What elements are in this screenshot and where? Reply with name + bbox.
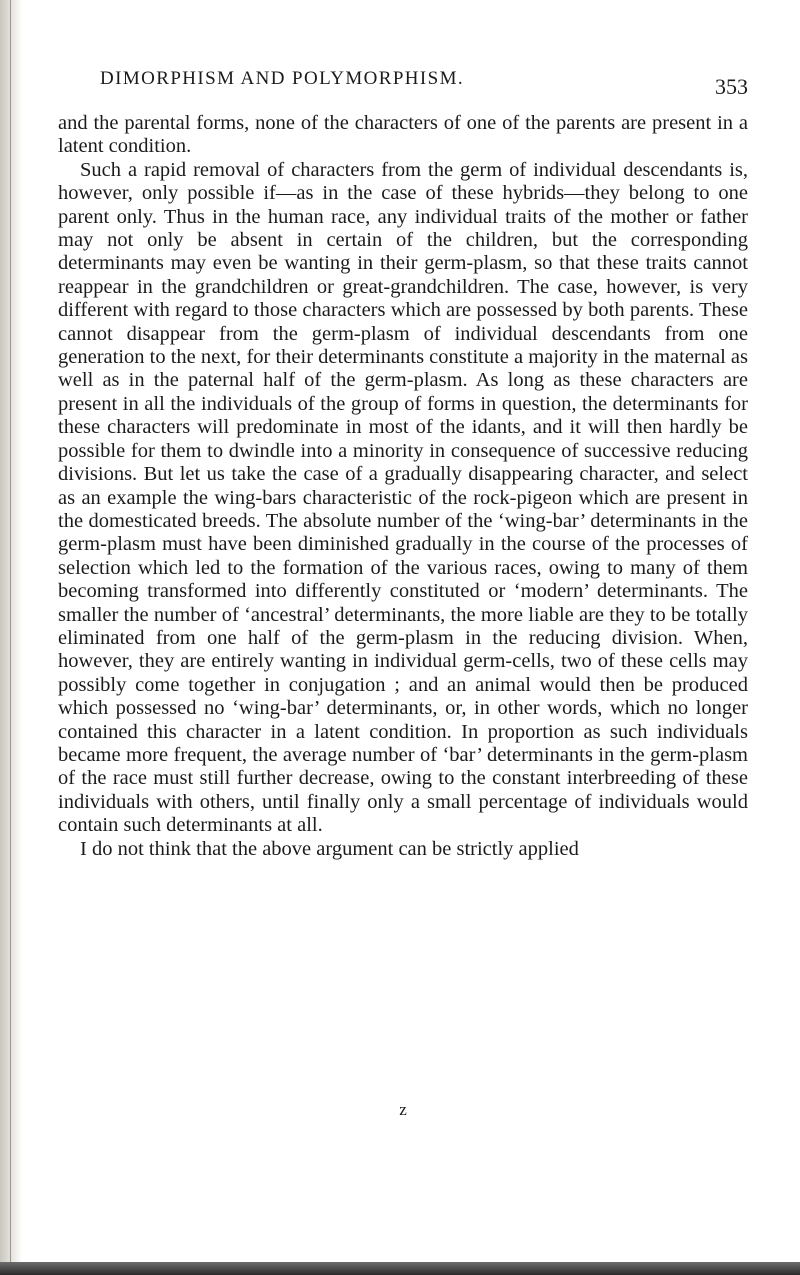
- body-text: [58, 112, 748, 861]
- paragraph-3: I do not think that the above argument can be strictly applied: [80, 837, 579, 860]
- page-number: 353: [715, 74, 748, 99]
- binding-edge: [10, 0, 11, 1275]
- book-page: [58, 60, 748, 1119]
- binding-shadow: [0, 0, 22, 1275]
- page-header: [58, 60, 748, 104]
- paragraph-2: Such a rapid removal of characters from the germ of individual descendants is, however, only possible if—as in the case of these hybrids—they belong to one parent only. Thus in the human race, any individual traits of the mother or father may not only be absent in certain of the children, but the corresponding determinants may even be wanting in their germ-plasm, so that these traits cannot reappear in the grandchildren or great-grandchildren. The case, however, is very different with regard to those characters which are possessed by both parents. These cannot disappear from the germ-plasm of individual descendants from one generation to the next, for their determinants constitute a majority in the maternal as well as in the paternal half of the germ-plasm. As long as these characters are present in all the individuals of the group of forms in question, the determinants for these characters will predominate in most of the idants, and it will then hardly be possible for them to dwindle into a minority in consequence of successive reducing divisions. But let us take the case of a gradually disappearing character, and select as an example the wing-bars characteristic of the rock-pigeon which are present in the domesticated breeds. The absolute number of the ‘wing-bar’ determinants in the germ-plasm must have been diminished gradually in the course of the processes of selection which led to the formation of the various races, owing to many of them becoming transformed into differently constituted or ‘modern’ determinants. The smaller the number of ‘ancestral’ determinants, the more liable are they to be totally eliminated from one half of the germ-plasm in the reducing division. When, however, they are entirely wanting in individual germ-cells, two of these cells may possibly come together in conjugation ; and an animal would then be produced which possessed no ‘wing-bar’ determinants, or, in other words, which no longer contained this character in a latent condition. In proportion as such individuals became more frequent, the average number of ‘bar’ determinants in the germ-plasm of the race must still further decrease, owing to the constant interbreeding of these individuals with others, until finally only a small percentage of individuals would contain such determinants at all.: [58, 158, 748, 837]
- signature-mark: z: [399, 1100, 407, 1119]
- paragraph-1: and the parental forms, none of the characters of one of the parents are present in a latent condition.: [58, 112, 748, 158]
- running-head: DIMORPHISM AND POLYMORPHISM.: [100, 68, 465, 89]
- scan-bottom-edge: [0, 1262, 800, 1275]
